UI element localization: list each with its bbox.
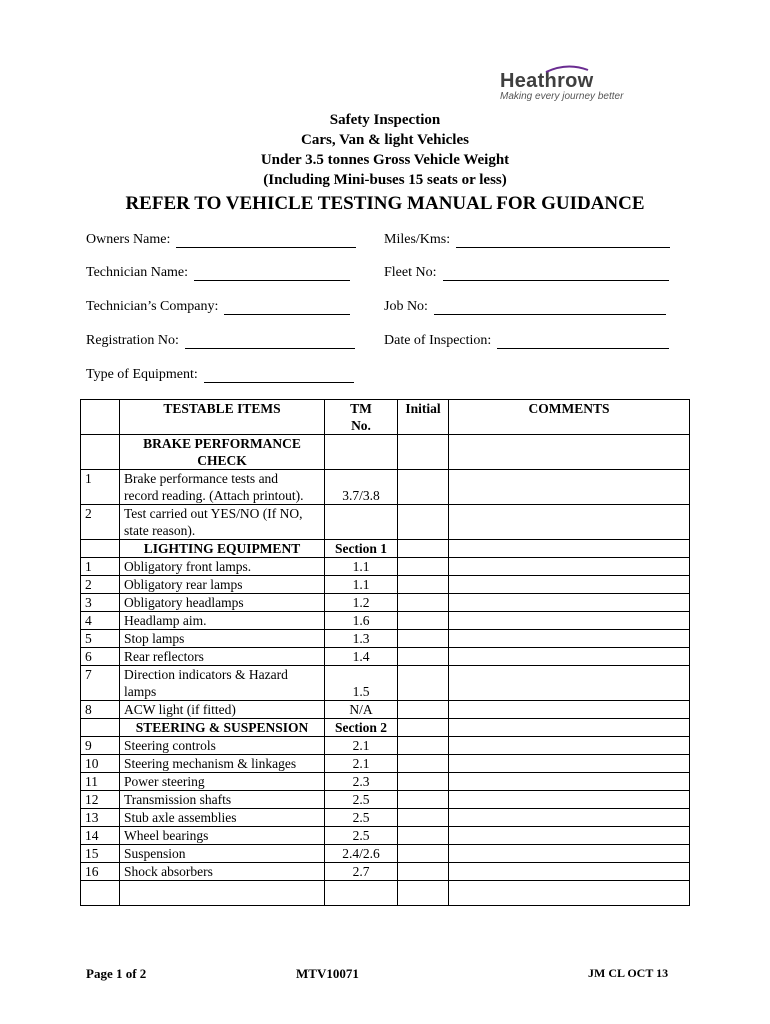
tm-number: 1.6 bbox=[325, 612, 398, 630]
technician-company-field[interactable] bbox=[86, 299, 350, 315]
logo-word-text: Heathrow bbox=[500, 70, 594, 92]
item-text: Headlamp aim. bbox=[120, 612, 325, 630]
item-text: Obligatory rear lamps bbox=[120, 576, 325, 594]
comment-cell[interactable] bbox=[449, 470, 690, 505]
item-text: ACW light (if fitted) bbox=[120, 701, 325, 719]
page-number: Page 1 of 2 bbox=[86, 966, 147, 981]
header-line-3: Under 3.5 tonnes Gross Vehicle Weight bbox=[260, 152, 510, 168]
owners-name-label: Owners Name: bbox=[86, 232, 171, 247]
comments-header-text: COMMENTS bbox=[528, 401, 610, 416]
item-text: Power steering bbox=[120, 773, 325, 791]
tm-number: 2.7 bbox=[325, 863, 398, 881]
owners-name-field[interactable] bbox=[86, 232, 356, 248]
table-cell bbox=[120, 881, 325, 906]
brake-heading-row bbox=[81, 435, 690, 470]
row-number: 4 bbox=[81, 612, 120, 630]
comment-cell[interactable] bbox=[449, 827, 690, 845]
job-no-line[interactable] bbox=[434, 300, 666, 315]
steering-section: Section 2 bbox=[325, 719, 398, 737]
table-row bbox=[81, 594, 690, 612]
row-number: 2 bbox=[81, 576, 120, 594]
comment-cell[interactable] bbox=[449, 881, 690, 906]
comment-cell[interactable] bbox=[449, 863, 690, 881]
table-row bbox=[81, 863, 690, 881]
initial-cell[interactable] bbox=[398, 648, 449, 666]
initial-header bbox=[398, 400, 449, 435]
item-text bbox=[120, 470, 325, 505]
initial-cell[interactable] bbox=[398, 594, 449, 612]
tm-header-line-2: No. bbox=[351, 418, 371, 433]
initial-cell[interactable] bbox=[398, 755, 449, 773]
owners-name-line[interactable] bbox=[176, 233, 356, 248]
fleet-no-field[interactable] bbox=[384, 265, 669, 281]
comment-cell[interactable] bbox=[449, 630, 690, 648]
type-of-equipment-line[interactable] bbox=[204, 368, 354, 383]
table-row bbox=[81, 827, 690, 845]
row-number: 1 bbox=[81, 558, 120, 576]
initial-cell[interactable] bbox=[398, 881, 449, 906]
table-row bbox=[81, 755, 690, 773]
initial-cell[interactable] bbox=[398, 558, 449, 576]
table-row bbox=[81, 737, 690, 755]
header-line-1: Safety Inspection bbox=[329, 112, 441, 128]
lighting-section: Section 1 bbox=[325, 540, 398, 558]
comment-cell[interactable] bbox=[449, 594, 690, 612]
initial-cell[interactable] bbox=[398, 719, 449, 737]
comment-cell[interactable] bbox=[449, 435, 690, 470]
initial-cell[interactable] bbox=[398, 435, 449, 470]
tm-number: 1.1 bbox=[325, 576, 398, 594]
table-cell bbox=[81, 881, 120, 906]
item-text: Suspension bbox=[120, 845, 325, 863]
table-row bbox=[81, 845, 690, 863]
brake-heading-line-1: BRAKE PERFORMANCE bbox=[143, 436, 301, 451]
table-header-row bbox=[81, 400, 690, 435]
table-cell bbox=[325, 435, 398, 470]
table-cell bbox=[81, 540, 120, 558]
date-of-inspection-line[interactable] bbox=[497, 334, 669, 349]
row-number: 5 bbox=[81, 630, 120, 648]
item-text bbox=[120, 666, 325, 701]
technician-company-label: Technician’s Company: bbox=[86, 299, 219, 314]
initial-cell[interactable] bbox=[398, 666, 449, 701]
table-row bbox=[81, 648, 690, 666]
initial-header-text: Initial bbox=[405, 401, 441, 416]
row-number: 13 bbox=[81, 809, 120, 827]
tm-number: 1.4 bbox=[325, 648, 398, 666]
registration-no-field[interactable] bbox=[86, 333, 355, 349]
item-text: Shock absorbers bbox=[120, 863, 325, 881]
item-text: Rear reflectors bbox=[120, 648, 325, 666]
comment-cell[interactable] bbox=[449, 576, 690, 594]
row-number: 6 bbox=[81, 648, 120, 666]
comment-cell[interactable] bbox=[449, 791, 690, 809]
fleet-no-label: Fleet No: bbox=[384, 265, 437, 280]
table-row bbox=[81, 612, 690, 630]
comments-header bbox=[449, 400, 690, 435]
header-line-2: Cars, Van & light Vehicles bbox=[301, 132, 469, 148]
table-row bbox=[81, 558, 690, 576]
initial-cell[interactable] bbox=[398, 737, 449, 755]
row-number: 16 bbox=[81, 863, 120, 881]
table-cell bbox=[81, 435, 120, 470]
initial-cell[interactable] bbox=[398, 773, 449, 791]
items-header-text: TESTABLE ITEMS bbox=[163, 401, 281, 416]
lighting-heading: LIGHTING EQUIPMENT bbox=[120, 540, 325, 558]
form-header bbox=[0, 110, 770, 216]
row-number: 7 bbox=[81, 666, 120, 701]
item-text: Obligatory headlamps bbox=[120, 594, 325, 612]
inspection-table bbox=[80, 399, 690, 906]
initial-cell[interactable] bbox=[398, 505, 449, 540]
initial-cell[interactable] bbox=[398, 845, 449, 863]
comment-cell[interactable] bbox=[449, 701, 690, 719]
item-text: Obligatory front lamps. bbox=[120, 558, 325, 576]
steering-rows bbox=[81, 737, 690, 881]
blank-row bbox=[81, 881, 690, 906]
miles-kms-label: Miles/Kms: bbox=[384, 232, 451, 247]
tm-header-line-1: TM bbox=[350, 401, 372, 416]
job-no-label: Job No: bbox=[384, 299, 428, 314]
comment-cell[interactable] bbox=[449, 666, 690, 701]
item-text-line-1: Direction indicators & Hazard bbox=[124, 667, 288, 682]
items-header bbox=[120, 400, 325, 435]
item-text: Stop lamps bbox=[120, 630, 325, 648]
item-text-line-1: Brake performance tests and bbox=[124, 471, 279, 486]
table-row bbox=[81, 809, 690, 827]
item-text: Stub axle assemblies bbox=[120, 809, 325, 827]
miles-kms-line[interactable] bbox=[456, 233, 670, 248]
item-text bbox=[120, 505, 325, 540]
initial-cell[interactable] bbox=[398, 827, 449, 845]
initial-cell[interactable] bbox=[398, 576, 449, 594]
table-row bbox=[81, 666, 690, 701]
header-line-4: (Including Mini-buses 15 seats or less) bbox=[263, 172, 507, 188]
tm-number: 3.7/3.8 bbox=[325, 470, 398, 505]
row-number: 14 bbox=[81, 827, 120, 845]
registration-no-label: Registration No: bbox=[86, 333, 179, 348]
tm-number: 1.3 bbox=[325, 630, 398, 648]
row-number: 2 bbox=[81, 505, 120, 540]
item-text: Steering controls bbox=[120, 737, 325, 755]
form-code: MTV10071 bbox=[296, 966, 359, 981]
steering-heading: STEERING & SUSPENSION bbox=[120, 719, 325, 737]
table-row bbox=[81, 505, 690, 540]
technician-name-line[interactable] bbox=[194, 266, 350, 281]
logo-arc-icon bbox=[544, 64, 590, 74]
date-of-inspection-field[interactable] bbox=[384, 333, 669, 349]
comment-cell[interactable] bbox=[449, 648, 690, 666]
tm-number: N/A bbox=[325, 701, 398, 719]
tm-header bbox=[325, 400, 398, 435]
initial-cell[interactable] bbox=[398, 863, 449, 881]
row-number: 12 bbox=[81, 791, 120, 809]
table-row bbox=[81, 701, 690, 719]
comment-cell[interactable] bbox=[449, 540, 690, 558]
row-number: 3 bbox=[81, 594, 120, 612]
brake-heading-line-2: CHECK bbox=[197, 453, 247, 468]
technician-name-field[interactable] bbox=[86, 265, 350, 281]
miles-kms-field[interactable] bbox=[384, 232, 670, 248]
table-row bbox=[81, 576, 690, 594]
comment-cell[interactable] bbox=[449, 558, 690, 576]
initial-cell[interactable] bbox=[398, 470, 449, 505]
item-text-line-2: state reason). bbox=[124, 523, 196, 538]
row-number: 8 bbox=[81, 701, 120, 719]
lighting-rows bbox=[81, 558, 690, 666]
comment-cell[interactable] bbox=[449, 755, 690, 773]
row-number: 15 bbox=[81, 845, 120, 863]
fleet-no-line[interactable] bbox=[443, 266, 669, 281]
type-of-equipment-field[interactable] bbox=[86, 367, 354, 383]
tm-number: 2.3 bbox=[325, 773, 398, 791]
tm-number: 2.4/2.6 bbox=[325, 845, 398, 863]
date-of-inspection-label: Date of Inspection: bbox=[384, 333, 492, 348]
tm-number: 1.5 bbox=[325, 666, 398, 701]
comment-cell[interactable] bbox=[449, 809, 690, 827]
logo-wordmark bbox=[500, 70, 594, 93]
comment-cell[interactable] bbox=[449, 612, 690, 630]
initial-cell[interactable] bbox=[398, 701, 449, 719]
comment-cell[interactable] bbox=[449, 505, 690, 540]
logo-tagline: Making every journey better bbox=[500, 91, 624, 102]
comment-cell[interactable] bbox=[449, 737, 690, 755]
technician-name-label: Technician Name: bbox=[86, 265, 189, 280]
item-text-line-2: record reading. (Attach printout). bbox=[124, 488, 304, 503]
initial-cell[interactable] bbox=[398, 809, 449, 827]
registration-no-line[interactable] bbox=[185, 334, 355, 349]
tm-number: 2.5 bbox=[325, 809, 398, 827]
tm-number: 2.1 bbox=[325, 755, 398, 773]
table-cell bbox=[81, 719, 120, 737]
type-of-equipment-label: Type of Equipment: bbox=[86, 367, 198, 382]
initial-cell[interactable] bbox=[398, 540, 449, 558]
tm-number: 1.2 bbox=[325, 594, 398, 612]
steering-heading-row bbox=[81, 719, 690, 737]
table-row bbox=[81, 773, 690, 791]
comment-cell[interactable] bbox=[449, 719, 690, 737]
tm-number: 2.1 bbox=[325, 737, 398, 755]
tm-number: 2.5 bbox=[325, 827, 398, 845]
row-number: 9 bbox=[81, 737, 120, 755]
table-row bbox=[81, 630, 690, 648]
guidance-heading: REFER TO VEHICLE TESTING MANUAL FOR GUIDANCE bbox=[125, 193, 645, 214]
row-number: 10 bbox=[81, 755, 120, 773]
tm-number: 1.1 bbox=[325, 558, 398, 576]
comment-cell[interactable] bbox=[449, 845, 690, 863]
item-text: Wheel bearings bbox=[120, 827, 325, 845]
brake-heading bbox=[120, 435, 325, 470]
job-no-field[interactable] bbox=[384, 299, 666, 315]
technician-company-line[interactable] bbox=[224, 300, 350, 315]
initial-cell[interactable] bbox=[398, 630, 449, 648]
row-number: 11 bbox=[81, 773, 120, 791]
revision-ref: JM CL OCT 13 bbox=[588, 966, 669, 980]
tm-number: 2.5 bbox=[325, 791, 398, 809]
comment-cell[interactable] bbox=[449, 773, 690, 791]
tm-number bbox=[325, 505, 398, 540]
initial-cell[interactable] bbox=[398, 791, 449, 809]
heathrow-logo bbox=[500, 70, 640, 102]
item-text: Steering mechanism & linkages bbox=[120, 755, 325, 773]
row-number: 1 bbox=[81, 470, 120, 505]
table-cell bbox=[325, 881, 398, 906]
lighting-heading-row bbox=[81, 540, 690, 558]
item-text: Transmission shafts bbox=[120, 791, 325, 809]
initial-cell[interactable] bbox=[398, 612, 449, 630]
num-header-cell bbox=[81, 400, 120, 435]
table-row bbox=[81, 791, 690, 809]
table-row bbox=[81, 470, 690, 505]
item-text-line-1: Test carried out YES/NO (If NO, bbox=[124, 506, 303, 521]
item-text-line-2: lamps bbox=[124, 684, 157, 699]
